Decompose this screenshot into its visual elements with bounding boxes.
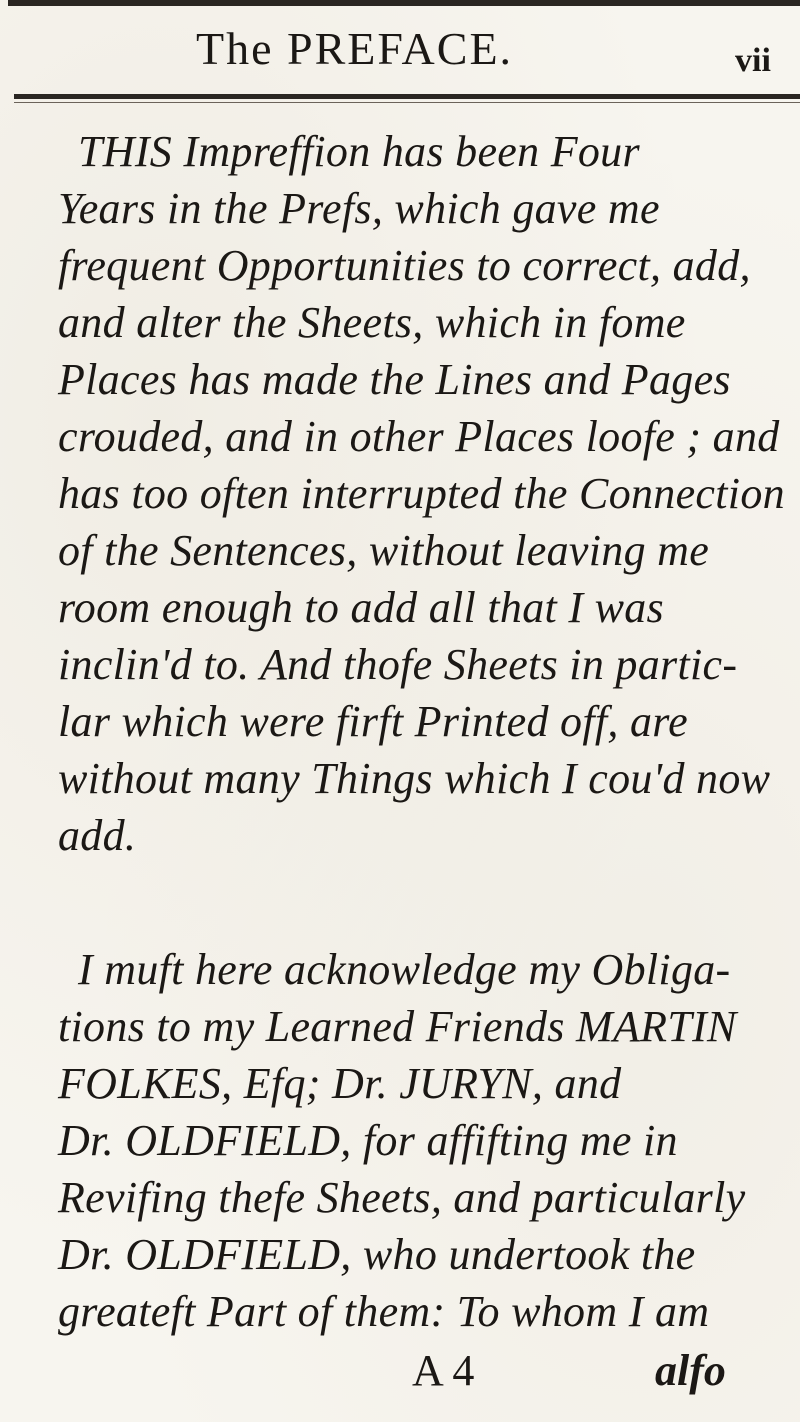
signature-mark: A 4 (412, 1346, 475, 1395)
header-rule (14, 94, 800, 99)
text-line: Years in the Prefs, which gave me (58, 184, 660, 233)
text-line: Dr. OLDFIELD, who undertook the (58, 1230, 696, 1279)
text-line: inclin'd to. And thofe Sheets in partic- (58, 640, 738, 689)
text-line: Revifing thefe Sheets, and particularly (58, 1173, 746, 1222)
paragraph-2 (58, 942, 758, 1342)
text-line: and alter the Sheets, which in fome (58, 298, 686, 347)
page-header (0, 22, 800, 82)
text-line: I muft here acknowledge my Obliga- (78, 945, 731, 994)
text-line: without many Things which I cou'd now (58, 754, 771, 803)
text-line: THIS Impreffion has been Four (78, 127, 640, 176)
top-border-rule (8, 0, 800, 6)
text-line: add. (58, 811, 137, 860)
page-number: vii (735, 42, 771, 79)
header-rule-thin (14, 102, 800, 103)
running-title: The PREFACE. (196, 23, 514, 74)
text-line: FOLKES, Efq; Dr. JURYN, and (58, 1059, 622, 1108)
text-line: tions to my Learned Friends MARTIN (58, 1002, 737, 1051)
text-line: Dr. OLDFIELD, for affifting me in (58, 1116, 678, 1165)
text-line: lar which were firft Printed off, are (58, 697, 688, 746)
text-line: Places has made the Lines and Pages (58, 355, 731, 404)
text-line: has too often interrupted the Connection (58, 469, 785, 518)
catchword: alfo (655, 1346, 726, 1395)
paragraph-1 (58, 124, 785, 904)
text-line: greateft Part of them: To whom I am (58, 1287, 710, 1336)
text-line: frequent Opportunities to correct, add, (58, 241, 751, 290)
text-line: crouded, and in other Places loofe ; and (58, 412, 780, 461)
text-line: of the Sentences, without leaving me (58, 526, 710, 575)
page-footer (0, 1345, 800, 1405)
text-line: room enough to add all that I was (58, 583, 664, 632)
